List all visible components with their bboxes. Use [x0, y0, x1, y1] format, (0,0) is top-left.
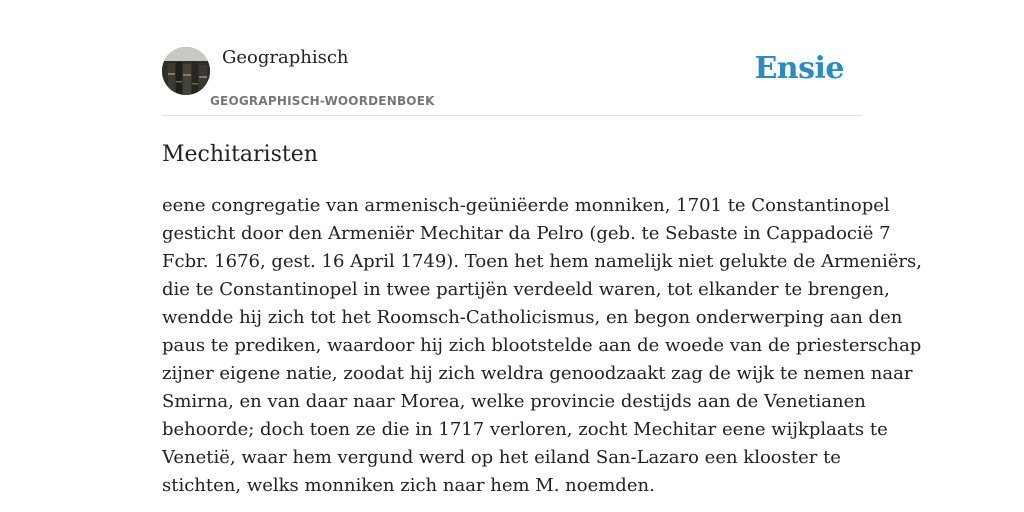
body-line: eene congregatie van armenisch-geüniëerde monniken, 1701 te Constantinopel: [162, 195, 890, 216]
body-line: behoorde; doch toen ze die in 1717 verloren, zocht Mechitar eene wijkplaats te: [162, 419, 888, 440]
article-body: [162, 192, 922, 500]
body-line: Fcbr. 1676, gest. 16 April 1749). Toen het hem namelijk niet gelukte de Armeniërs,: [162, 251, 922, 272]
body-line: gesticht door den Armeniër Mechitar da Pelro (geb. te Sebaste in Cappadocië 7: [162, 223, 891, 244]
body-line: wendde hij zich tot het Roomsch-Catholicismus, en begon onderwerping aan den: [162, 307, 903, 328]
site-subtitle-link[interactable]: GEOGRAPHISCH-WOORDENBOEK: [210, 94, 435, 108]
book-spines-photo-icon[interactable]: [162, 47, 210, 95]
header-divider: [162, 115, 862, 116]
body-line: Venetië, waar hem vergund werd op het eiland San-Lazaro een klooster te: [162, 447, 841, 468]
body-line: stichten, welks monniken zich naar hem M. noemden.: [162, 475, 655, 496]
body-line: Smirna, en van daar naar Morea, welke provincie destijds aan de Venetianen: [162, 391, 866, 412]
article-card: [162, 0, 922, 512]
site-name-link[interactable]: Geographisch: [222, 47, 349, 68]
ensie-logo[interactable]: Ensie: [754, 51, 844, 86]
article-title: Mechitaristen: [162, 142, 318, 167]
body-line: zijner eigene natie, zoodat hij zich weldra genoodzaakt zag de wijk te nemen naar: [162, 363, 913, 384]
avatar-image: [162, 47, 210, 95]
body-line: die te Constantinopel in twee partijën verdeeld waren, tot elkander te brengen,: [162, 279, 890, 300]
body-line: paus te prediken, waardoor hij zich blootstelde aan de woede van de priesterschap: [162, 335, 922, 356]
